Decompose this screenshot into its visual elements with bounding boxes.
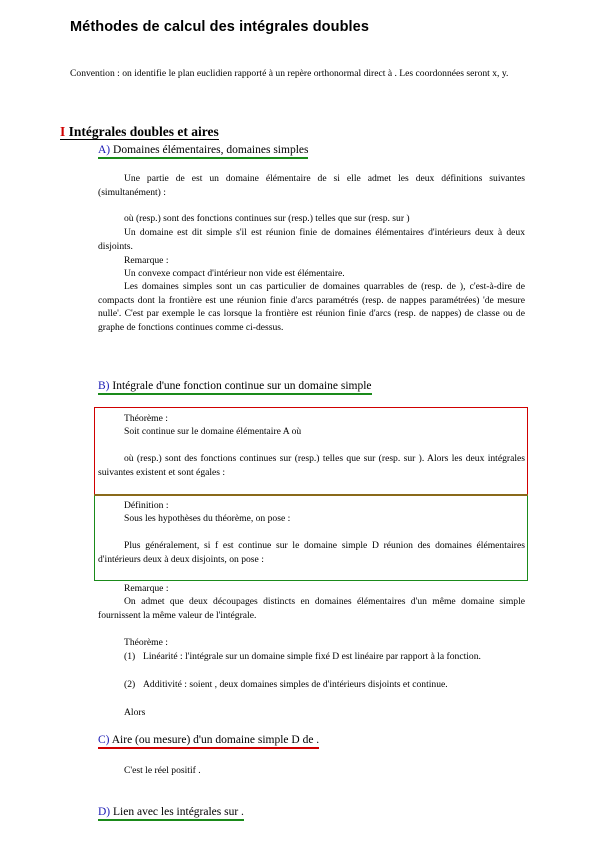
a-paragraph-5: Les domaines simples sont un cas particulier de domaines quarrables de (resp. de ), c'est-à-dire de compacts dont la frontière est une réunion finie d'arcs paramétrés (resp. de nappes paramétrées) 'de mesure nulle'. C'est par exemple le cas lorsque la frontière est réunion finie d'arcs (resp. de nappes) de classe ou de graphe de fonctions continues comme ci-dessus. <box>98 281 525 333</box>
subsection-b-letter: B) <box>98 380 113 392</box>
convention-paragraph: Convention : on identifie le plan euclidien rapporté à un repère orthonormal direct à . Les coordonnées seront x, y. <box>70 68 509 79</box>
a-paragraph-2: où (resp.) sont des fonctions continues sur (resp.) telles que sur (resp. sur ) <box>124 213 410 224</box>
subsection-b-label: Intégrale d'une fonction continue sur un domaine simple <box>112 380 372 392</box>
b-item-2-text: Additivité : soient , deux domaines simples de d'intérieurs disjoints et continue. <box>143 679 448 690</box>
b-theorem-2-label: Théorème : <box>124 637 168 648</box>
subsection-a-heading <box>98 143 308 159</box>
subsection-d-heading <box>98 805 244 821</box>
subsection-c-label: Aire (ou mesure) d'un domaine simple D de . <box>111 734 320 746</box>
section-1-heading <box>60 124 219 140</box>
subsection-d-letter: D) <box>98 806 114 818</box>
subsection-c-heading <box>98 733 319 749</box>
page-title: Méthodes de calcul des intégrales doubles <box>70 19 370 35</box>
section-1-label: Intégrales doubles et aires <box>68 124 219 139</box>
b-theorem-label: Théorème : <box>124 413 168 424</box>
subsection-c-letter: C) <box>98 734 112 746</box>
b-remarque-label: Remarque : <box>124 583 169 594</box>
subsection-a-label: Domaines élémentaires, domaines simples <box>113 144 309 156</box>
subsection-b-heading <box>98 379 372 395</box>
b-item-1-text: Linéarité : l'intégrale sur un domaine simple fixé D est linéaire par rapport à la fonction. <box>143 651 481 662</box>
b-theorem-line-2: où (resp.) sont des fonctions continues sur (resp.) telles que sur (resp. sur ). Alors les deux intégrales suivantes existent et sont égales : <box>98 453 525 478</box>
subsection-d-label: Lien avec les intégrales sur . <box>113 806 244 818</box>
b-definition-line-1: Sous les hypothèses du théorème, on pose : <box>124 513 291 524</box>
section-1-number: I <box>60 124 69 139</box>
a-paragraph-1: Une partie de est un domaine élémentaire de si elle admet les deux définitions suivantes (simultanément) : <box>98 173 525 198</box>
b-alors: Alors <box>124 707 146 718</box>
c-paragraph-1: C'est le réel positif . <box>124 765 201 776</box>
b-remarque-text: On admet que deux découpages distincts en domaines élémentaires d'un même domaine simple fournissent la même valeur de l'intégrale. <box>98 596 525 621</box>
a-paragraph-4: Un convexe compact d'intérieur non vide est élémentaire. <box>124 268 345 279</box>
a-remarque-label: Remarque : <box>124 255 169 266</box>
b-definition-line-2: Plus généralement, si f est continue sur le domaine simple D réunion des domaines élémentaires d'intérieurs deux à deux disjoints, on pose : <box>98 540 525 565</box>
subsection-a-letter: A) <box>98 144 114 156</box>
a-paragraph-3: Un domaine est dit simple s'il est réunion finie de domaines élémentaires d'intérieurs deux à deux disjoints. <box>98 227 525 252</box>
b-definition-label: Définition : <box>124 500 169 511</box>
box-separator <box>94 494 528 496</box>
b-theorem-line-1: Soit continue sur le domaine élémentaire A où <box>124 426 302 437</box>
b-item-1-number: (1) <box>124 651 136 662</box>
b-item-2-number: (2) <box>124 679 136 690</box>
